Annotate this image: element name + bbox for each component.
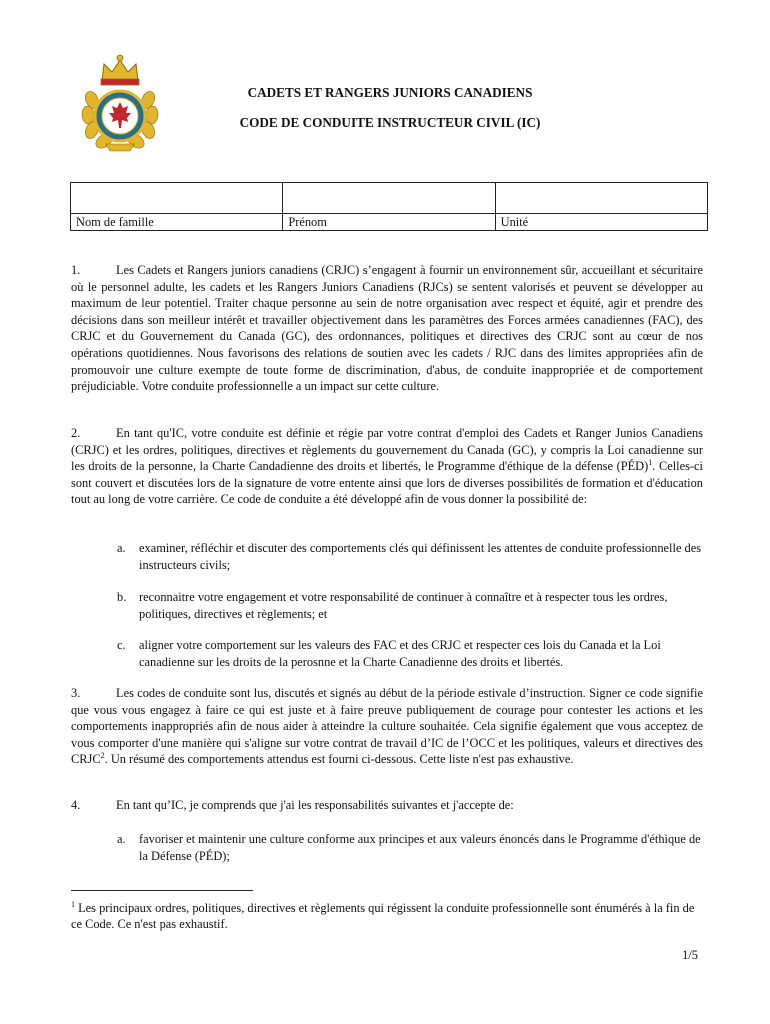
- list-item-letter: b.: [117, 590, 127, 604]
- section-text: Les codes de conduite sont lus, discutés et signés au début de la période estivale d’instruction. Signer ce code signifie que vous vous engagez à faire ce qui est juste et à faire preuve publiquement de courage pour contester les actions et les comportements inappropriés afin de nous aider à atteindre la culture souhaitée. Cela signifie également que vous acceptez de vous comporter d'une manière qui s'aligne sur votre contrat de travail d’IC de l’OCC et les politiques, valeurs et directives des CRJC: [71, 686, 703, 767]
- first-name-label: Prénom: [283, 214, 495, 231]
- cadets-rangers-crest: [78, 50, 162, 154]
- section-1: [71, 262, 703, 395]
- list-item-letter: c.: [117, 638, 126, 652]
- footnote: [71, 900, 703, 933]
- document-subtitle: CODE DE CONDUITE INSTRUCTEUR CIVIL (IC): [239, 115, 541, 130]
- section-number: 3.: [71, 686, 81, 700]
- list-item-text: favoriser et maintenir une culture conforme aux principes et aux valeurs énoncés dans le Programme d'éthique de la Défense (PÉD);: [139, 832, 701, 863]
- list-item-text: aligner votre comportement sur les valeurs des FAC et des CRJC et respecter ces lois du Canada et la Loi canadienne sur les droits de la perosnne et la Charte Canadienne des droits et libertés.: [139, 638, 661, 669]
- section-number: 4.: [71, 798, 81, 812]
- list-item: [117, 637, 703, 670]
- identity-table: [70, 182, 708, 231]
- section-number: 1.: [71, 263, 81, 277]
- footnote-ref: 2: [100, 751, 105, 761]
- unit-field[interactable]: [495, 183, 707, 214]
- section-text: En tant qu’IC, je comprends que j'ai les responsabilités suivantes et j'accepte de:: [116, 798, 514, 812]
- list-item: [117, 589, 703, 622]
- section-text-continued: . Celles-ci sont couvert et discutées lors de la signature de votre entente ainsi que lors de diverses possibilités de formation et d'éducation tout au long de votre carrière. Ce code de conduite a été développé afin de vous donner la possibilité de:: [71, 459, 703, 507]
- list-item-letter: a.: [117, 832, 126, 846]
- last-name-label: Nom de famille: [71, 214, 283, 231]
- list-item-text: examiner, réfléchir et discuter des comportements clés qui définissent les attentes de conduite professionnelle des instructeurs civils;: [139, 541, 702, 572]
- section-number: 2.: [71, 426, 81, 440]
- last-name-field[interactable]: [71, 183, 283, 214]
- section-4: [71, 797, 703, 814]
- section-text: En tant qu'IC, votre conduite est définie et régie par votre contrat d'emploi des Cadets et Ranger Junios Canadiens (CRJC) et les ordres, politiques, directives et règlements du gouvernement du Canada (GC), y compris la Loi canadienne sur les droits de la personne, la Charte Candadienne des droits et libertés, le Programme d'éthique de la défense (PÉD): [71, 426, 703, 474]
- list-item: [117, 831, 703, 864]
- list-item-letter: a.: [117, 541, 126, 555]
- list-item-text: reconnaitre votre engagement et votre responsabilité de continuer à connaître et à respecter tous les ordres, politiques, directives et règlements; et: [139, 590, 668, 621]
- section-3: [71, 685, 703, 768]
- first-name-field[interactable]: [283, 183, 495, 214]
- page-number: 1/5: [682, 948, 698, 962]
- section-text: Les Cadets et Rangers juniors canadiens (CRJC) s’engagent à fournir un environnement sûr, accueillant et sécuritaire où le personnel adulte, les cadets et les Rangers Juniors Canadiens (RJCs) se sentent valorisés et peuvent se développer au maximum de leur potentiel. Traiter chaque personne au sein de notre organisation avec respect et équité, agir et prendre des décisions dans son meilleur intérêt et travailler objectivement dans les paramètres des Forces armées canadiennes (FAC), des CRJC et du Gouvernement du Canada (GC), des ordonnances, politiques et directives des CRJC sont au cœur de nos opérations quotidiennes. Nous favorisons des relations de soutien avec les cadets / RJC dans des limites appropriées afin de promouvoir une culture exempte de toute forme de discrimination, d'abus, de conduite inappropriée et de comportement préjudiciable. Votre conduite professionnelle a un impact sur cette culture.: [71, 263, 703, 394]
- document-title: CADETS ET RANGERS JUNIORS CANADIENS: [247, 85, 533, 100]
- section-2: [71, 425, 703, 508]
- section-text-continued: . Un résumé des comportements attendus est fourni ci-dessous. Cette liste n'est pas exhaustive.: [104, 752, 574, 767]
- footnote-mark: 1: [71, 899, 75, 909]
- footnote-ref: 1: [648, 458, 653, 468]
- list-item: [117, 540, 703, 573]
- footnote-text: Les principaux ordres, politiques, directives et règlements qui régissent la conduite professionnelle sont énumérés à la fin de ce Code. Ce n'est pas exhaustif.: [71, 901, 695, 932]
- footnote-divider: [71, 890, 253, 891]
- unit-label: Unité: [495, 214, 707, 231]
